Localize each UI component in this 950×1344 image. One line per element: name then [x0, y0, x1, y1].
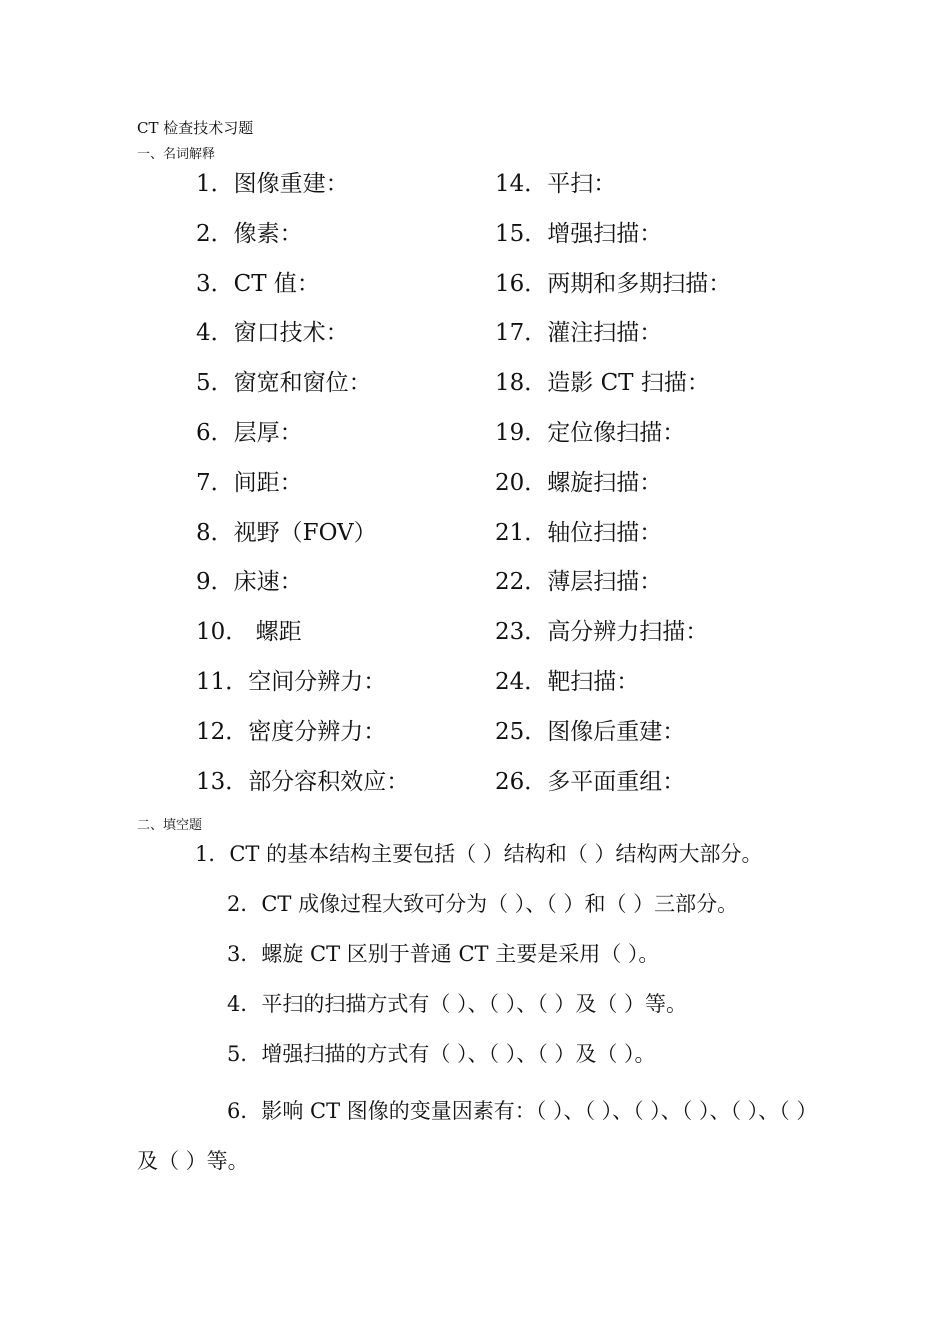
term-item: 11．空间分辨力：	[196, 668, 387, 695]
term-item: 8．视野（FOV）	[196, 519, 377, 546]
fill-in-question: 6．影响 CT 图像的变量因素有：（ ）、（ ）、（ ）、（ ）、（ ）、（ ）及（ ）等。	[137, 1099, 807, 1173]
fill-in-question: 4．平扫的扫描方式有（ ）、（ ）、（ ）及（ ）等。	[227, 992, 688, 1016]
term-item: 13．部分容积效应：	[196, 768, 410, 795]
section-heading-fill-in: 二、填空题	[137, 818, 203, 833]
term-item: 19．定位像扫描：	[495, 419, 686, 446]
term-item: 3．CT 值：	[196, 270, 320, 297]
term-item: 25．图像后重建：	[495, 718, 686, 745]
term-item: 22．薄层扫描：	[495, 569, 663, 596]
term-item: 10． 螺距	[196, 619, 302, 646]
term-item: 18．造影 CT 扫描：	[495, 370, 710, 397]
fill-in-question: 1．CT 的基本结构主要包括（ ）结构和（ ）结构两大部分。	[195, 842, 763, 866]
term-item: 7．间距：	[196, 469, 303, 496]
fill-in-question: 5．增强扫描的方式有（ ）、（ ）、（ ）及（ ）。	[227, 1042, 656, 1066]
document-title: CT 检查技术习题	[137, 119, 254, 137]
term-item: 12．密度分辨力：	[196, 718, 387, 745]
term-item: 23．高分辨力扫描：	[495, 619, 709, 646]
term-item: 16．两期和多期扫描：	[495, 270, 732, 297]
term-item: 17．灌注扫描：	[495, 320, 663, 347]
fill-in-question: 2．CT 成像过程大致可分为（ ）、（ ）和（ ）三部分。	[227, 892, 739, 916]
term-item: 15．增强扫描：	[495, 220, 663, 247]
section-heading-definitions: 一、名词解释	[137, 147, 216, 162]
term-item: 2．像素：	[196, 220, 303, 247]
term-item: 20．螺旋扫描：	[495, 469, 663, 496]
fill-in-question-list	[137, 836, 817, 1186]
fill-in-question: 3．螺旋 CT 区别于普通 CT 主要是采用（ ）。	[227, 942, 660, 966]
term-item: 24．靶扫描：	[495, 668, 640, 695]
term-item: 6．层厚：	[196, 419, 303, 446]
term-item: 5．窗宽和窗位：	[196, 370, 372, 397]
term-item: 26．多平面重组：	[495, 768, 686, 795]
term-item: 21．轴位扫描：	[495, 519, 663, 546]
term-list-left	[196, 166, 486, 813]
term-item: 4．窗口技术：	[196, 320, 349, 347]
term-item: 14．平扫：	[495, 171, 617, 197]
term-list-right	[495, 166, 825, 813]
term-item: 9．床速：	[196, 569, 303, 596]
term-item: 1．图像重建：	[196, 171, 349, 197]
